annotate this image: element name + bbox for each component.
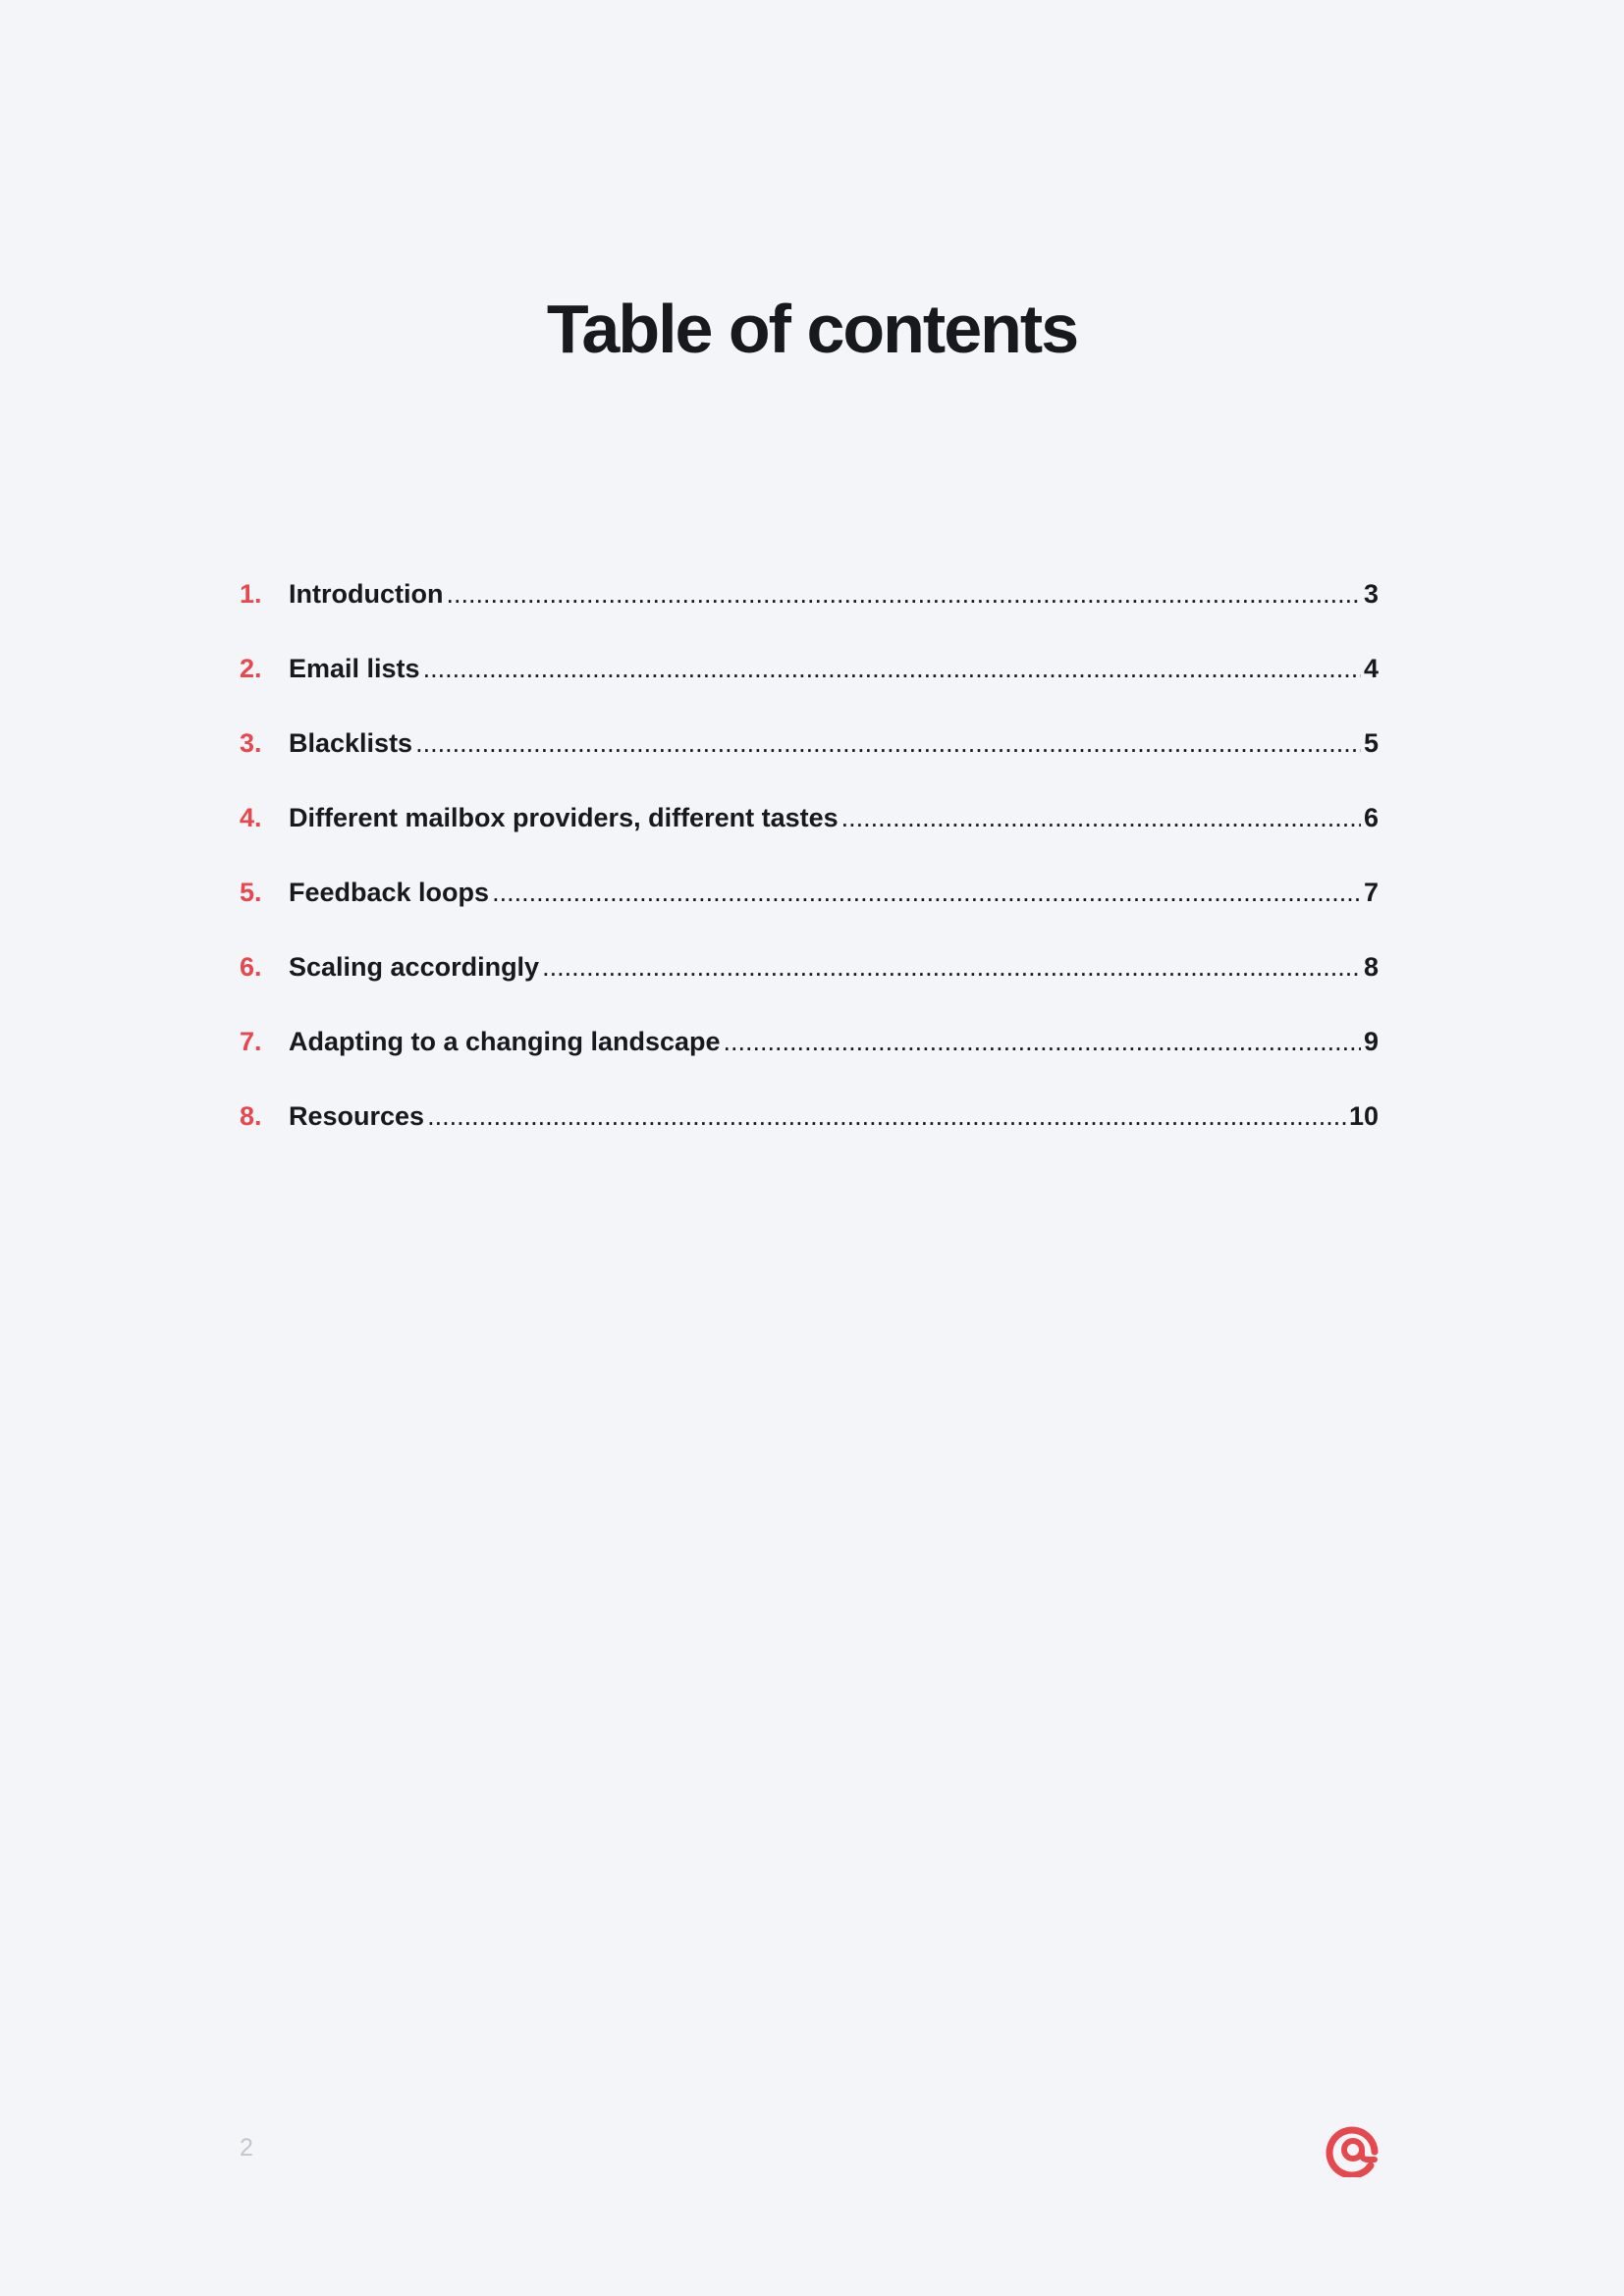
toc-item-introduction[interactable]	[240, 579, 1379, 654]
dot-leader	[423, 654, 1361, 684]
page-number: 2	[240, 2134, 253, 2162]
toc-item-label: Feedback loops	[289, 878, 490, 907]
logo-outer-arc	[1329, 2130, 1375, 2175]
toc-item-label: Blacklists	[289, 728, 413, 758]
toc-item-label: Scaling accordingly	[289, 952, 540, 982]
dot-leader	[427, 1101, 1346, 1132]
toc-item-page: 7	[1363, 878, 1379, 907]
table-of-contents	[240, 579, 1379, 1176]
toc-item-number: 2.	[240, 654, 262, 683]
dot-leader	[542, 952, 1361, 983]
toc-item-label: Introduction	[289, 579, 444, 609]
toc-item-number: 4.	[240, 803, 262, 832]
toc-item-page: 8	[1363, 952, 1379, 982]
toc-item-number: 1.	[240, 579, 262, 609]
toc-item-resources[interactable]	[240, 1101, 1379, 1176]
toc-item-label: Different mailbox providers, different tastes	[289, 803, 839, 832]
toc-item-page: 9	[1363, 1027, 1379, 1056]
toc-item-page: 6	[1363, 803, 1379, 832]
toc-item-number: 3.	[240, 728, 262, 758]
toc-item-page: 3	[1363, 579, 1379, 609]
toc-item-mailbox-providers[interactable]	[240, 803, 1379, 878]
toc-item-email-lists[interactable]	[240, 654, 1379, 728]
dot-leader	[492, 878, 1361, 908]
dot-leader	[415, 728, 1361, 759]
toc-item-number: 5.	[240, 878, 262, 907]
toc-item-blacklists[interactable]	[240, 728, 1379, 803]
at-sign-logo-icon	[1326, 2122, 1380, 2177]
dot-leader	[841, 803, 1361, 833]
toc-item-label: Adapting to a changing landscape	[289, 1027, 721, 1056]
page-title: Table of contents	[546, 291, 1078, 367]
toc-item-label: Resources	[289, 1101, 425, 1131]
dot-leader	[724, 1027, 1361, 1057]
toc-item-page: 5	[1363, 728, 1379, 758]
dot-leader	[446, 579, 1361, 610]
toc-item-page: 4	[1363, 654, 1379, 683]
toc-item-feedback-loops[interactable]	[240, 878, 1379, 952]
toc-item-number: 6.	[240, 952, 262, 982]
toc-item-number: 8.	[240, 1101, 262, 1131]
toc-item-changing-landscape[interactable]	[240, 1027, 1379, 1101]
toc-item-page: 10	[1348, 1101, 1379, 1131]
toc-item-label: Email lists	[289, 654, 420, 683]
toc-item-number: 7.	[240, 1027, 262, 1056]
toc-item-scaling[interactable]	[240, 952, 1379, 1027]
